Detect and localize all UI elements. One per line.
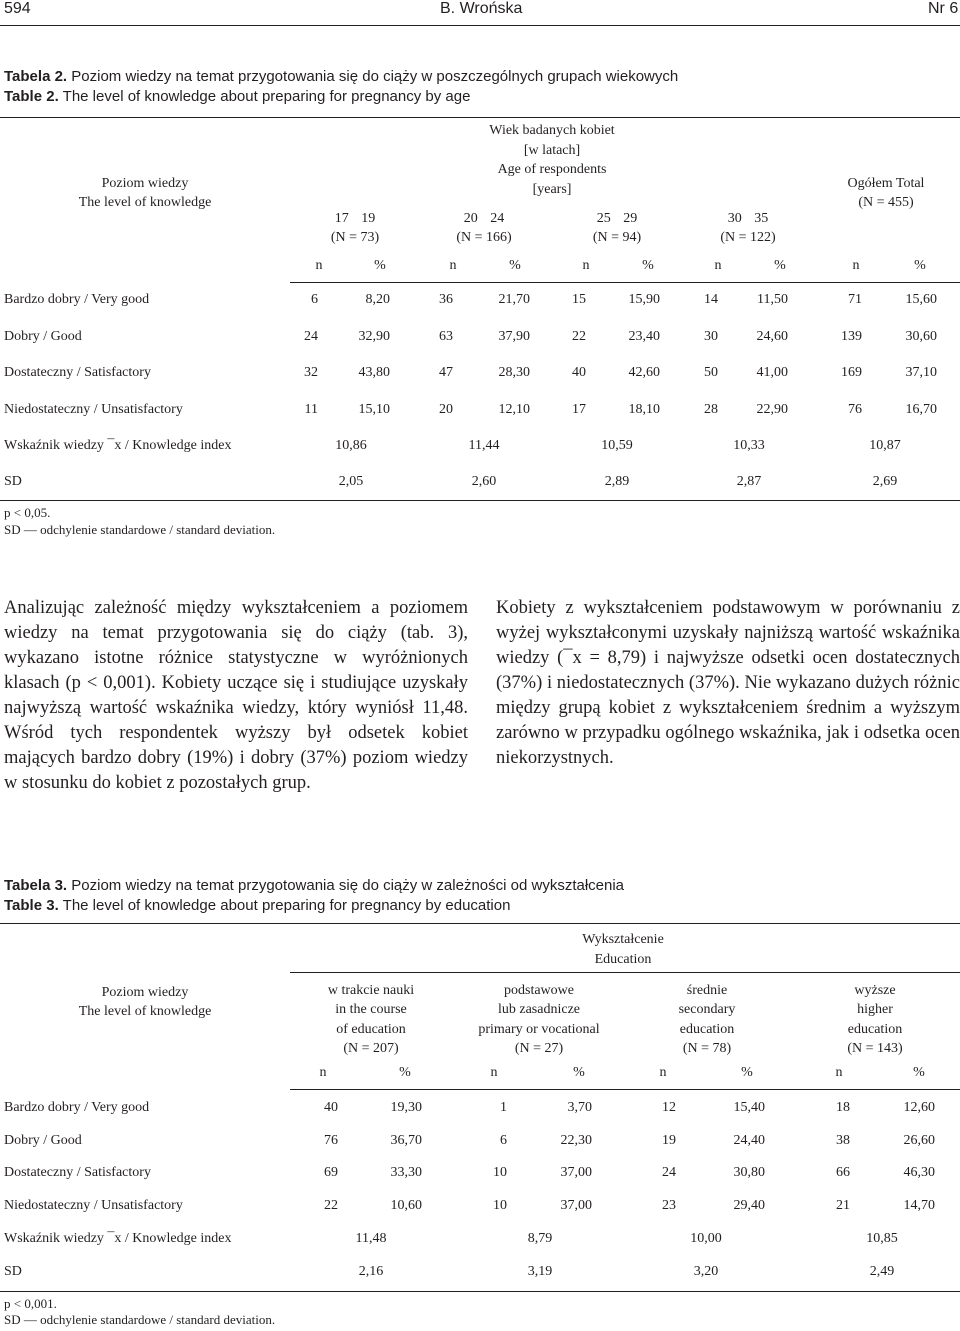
table3-subheader: n bbox=[319, 1065, 327, 1080]
table3-cell-pct: 29,40 bbox=[733, 1198, 765, 1213]
table3-index-value: 10,85 bbox=[866, 1231, 898, 1246]
table3-cell-pct: 37,00 bbox=[560, 1165, 592, 1180]
table2-row-label: Dostateczny / Satisfactory bbox=[4, 365, 151, 380]
header-rule bbox=[0, 25, 960, 26]
table2-caption-pl: Tabela 2. Poziom wiedzy na temat przygotowania się do ciąży w poszczególnych grupach wiekowych bbox=[4, 68, 679, 85]
table3-col-header: education bbox=[679, 1021, 735, 1037]
table2-sd-value: 2,89 bbox=[604, 474, 630, 489]
table3-cell-n: 19 bbox=[662, 1133, 676, 1148]
table3-index-value: 8,79 bbox=[527, 1231, 553, 1246]
table3-col-header: lub zasadnicze bbox=[497, 1002, 580, 1018]
table3-row-label: Dobry / Good bbox=[4, 1133, 82, 1148]
table2-subheader: % bbox=[509, 258, 521, 273]
table3-cell-pct: 36,70 bbox=[390, 1133, 422, 1148]
table3-subheader: n bbox=[835, 1065, 843, 1080]
table3-col-header: in the course bbox=[335, 1002, 407, 1018]
table2-cell-pct: 24,60 bbox=[756, 329, 788, 344]
table3-cell-n: 66 bbox=[836, 1165, 850, 1180]
page-number: 594 bbox=[4, 0, 31, 17]
table3-row-label: Niedostateczny / Unsatisfactory bbox=[4, 1198, 183, 1213]
table3-note: p < 0,001. bbox=[4, 1296, 57, 1311]
table3-cell-pct: 24,40 bbox=[733, 1133, 765, 1148]
table2-cell-n: 71 bbox=[848, 292, 862, 307]
table2-cell-pct: 21,70 bbox=[498, 292, 530, 307]
table2-index-value: 11,44 bbox=[468, 438, 500, 453]
table3-subheader: % bbox=[573, 1065, 585, 1080]
table2-cell-pct: 37,10 bbox=[905, 365, 937, 380]
table2-cell-pct: 37,90 bbox=[498, 329, 530, 344]
body-text-left: Analizując zależność między wykształceniem a poziomem wiedzy na temat przygotowania się do ciąży (tab. 3), wykazano istotne różnice statystyczne w wyróżnionych klasach (p < 0,001). Kobiety uczące się i studiujące uzyskały najwyższą wartość wskaźnika wiedzy, który wyniósł 11,48. Wśród tych respondentek wyższy był odsetek kobiet mających bardzo dobry (19%) i dobry (37%) poziom wiedzy w stosunku do kobiet z pozostałych grup. bbox=[4, 598, 468, 793]
table2-subheader: n bbox=[852, 258, 860, 273]
table3-cell-n: 10 bbox=[493, 1198, 507, 1213]
table3-cell-n: 40 bbox=[324, 1100, 338, 1115]
table3-index-value: 10,00 bbox=[690, 1231, 722, 1246]
table2-total-header-n: (N = 455) bbox=[858, 195, 914, 210]
table2-col-range: 30 35 bbox=[727, 211, 769, 226]
table3-col-header: (N = 143) bbox=[847, 1040, 903, 1056]
table2-cell-pct: 15,60 bbox=[905, 292, 937, 307]
table2-subheader: n bbox=[714, 258, 722, 273]
table2-index-value: 10,87 bbox=[869, 438, 901, 453]
table3-row-label: Bardzo dobry / Very good bbox=[4, 1100, 150, 1115]
table2-cell-n: 32 bbox=[304, 365, 318, 380]
table2-sd-value: 2,05 bbox=[338, 474, 364, 489]
table3-cell-n: 12 bbox=[662, 1100, 676, 1115]
table3-sd-value: 3,19 bbox=[527, 1264, 553, 1279]
table3-col-header: primary or vocational bbox=[478, 1021, 600, 1037]
table2-sd-value: 2,87 bbox=[736, 474, 762, 489]
table3-cell-pct: 14,70 bbox=[903, 1198, 935, 1213]
table2-cell-n: 6 bbox=[311, 292, 318, 307]
body-text-right: Kobiety z wykształceniem podstawowym w porównaniu z wyżej wykształconymi uzyskały najniższą wartość wskaźnika wiedzy (¯x = 8,79) i najwyższe odsetki ocen dostatecznych (37%) i niedostatecznych (37%). Nie wykazano dużych różnic między grupą kobiet z wykształceniem średnim a wyższym zarówno w przypadku ogólnego wskaźnika, jak i odsetka ocen niekorzystnych. bbox=[496, 598, 960, 768]
table3-col-header: secondary bbox=[678, 1002, 736, 1018]
table2-group-header: Age of respondents bbox=[497, 162, 607, 178]
table3-cell-n: 22 bbox=[324, 1198, 338, 1213]
table2-col-n: (N = 94) bbox=[592, 230, 642, 245]
table3-sd-value: 2,49 bbox=[869, 1264, 895, 1279]
table3-sd-value: 3,20 bbox=[693, 1264, 719, 1279]
table3-caption-en: Table 3. The level of knowledge about preparing for pregnancy by education bbox=[4, 897, 511, 914]
table2-note: p < 0,05. bbox=[4, 505, 51, 520]
table2-bottom-rule bbox=[0, 500, 960, 501]
table3-group-rule bbox=[290, 972, 960, 973]
table3-bottom-rule bbox=[0, 1291, 960, 1292]
table2-caption-en: Table 2. The level of knowledge about preparing for pregnancy by age bbox=[4, 88, 471, 105]
table2-top-rule bbox=[0, 117, 960, 118]
table2-cell-pct: 28,30 bbox=[498, 365, 530, 380]
table2-note: SD — odchylenie standardowe / standard deviation. bbox=[4, 522, 276, 537]
table2-cell-n: 17 bbox=[572, 402, 586, 417]
table3-subheader: % bbox=[913, 1065, 925, 1080]
table2-sd-value: 2,69 bbox=[872, 474, 898, 489]
table2-cell-n: 36 bbox=[439, 292, 453, 307]
table2-row-label: Dobry / Good bbox=[4, 329, 82, 344]
table2-cell-n: 11 bbox=[304, 402, 318, 417]
table2-subheader: % bbox=[914, 258, 926, 273]
table2-col-n: (N = 166) bbox=[456, 230, 512, 245]
table2-index-label: Wskaźnik wiedzy ¯x / Knowledge index bbox=[4, 438, 232, 453]
table2-index-value: 10,86 bbox=[335, 438, 367, 453]
table3-col-header: (N = 207) bbox=[343, 1040, 399, 1056]
table2-row-label: Bardzo dobry / Very good bbox=[4, 292, 150, 307]
table3-cell-n: 76 bbox=[324, 1133, 338, 1148]
table3-cell-pct: 10,60 bbox=[390, 1198, 422, 1213]
table2-cell-n: 30 bbox=[704, 329, 718, 344]
table3-col-header: wyższe bbox=[854, 983, 896, 998]
table3-note: SD — odchylenie standardowe / standard deviation. bbox=[4, 1312, 276, 1327]
table2-cell-n: 24 bbox=[304, 329, 318, 344]
table3-cell-pct: 33,30 bbox=[390, 1165, 422, 1180]
table3-cell-n: 24 bbox=[662, 1165, 676, 1180]
table2-subheader: n bbox=[449, 258, 457, 273]
table3-subheader: % bbox=[741, 1065, 753, 1080]
table2-cell-n: 76 bbox=[848, 402, 862, 417]
table3-cell-n: 21 bbox=[836, 1198, 850, 1213]
table3-cell-pct: 15,40 bbox=[733, 1100, 765, 1115]
table3-subheader: n bbox=[490, 1065, 498, 1080]
table2-cell-pct: 42,60 bbox=[628, 365, 660, 380]
table2-index-value: 10,59 bbox=[601, 438, 633, 453]
table2-cell-n: 63 bbox=[439, 329, 453, 344]
table3-cell-n: 6 bbox=[500, 1133, 507, 1148]
table2-index-value: 10,33 bbox=[733, 438, 765, 453]
table2-subheader: % bbox=[642, 258, 654, 273]
table3-group-header: Wykształcenie bbox=[582, 932, 664, 947]
table3-cell-pct: 12,60 bbox=[903, 1100, 935, 1115]
table2-cell-n: 28 bbox=[704, 402, 718, 417]
table3-col-header: higher bbox=[857, 1002, 893, 1018]
table2-cell-n: 15 bbox=[572, 292, 586, 307]
table3-cell-pct: 3,70 bbox=[567, 1100, 592, 1115]
table2-col-range: 17 19 bbox=[334, 211, 376, 226]
table2-col-range: 20 24 bbox=[463, 211, 505, 226]
table2-sd-value: 2,60 bbox=[471, 474, 497, 489]
table2-subheader: % bbox=[374, 258, 386, 273]
table2-group-header: Wiek badanych kobiet bbox=[489, 123, 615, 138]
table3-cell-n: 1 bbox=[500, 1100, 507, 1115]
table3-subheader-rule bbox=[290, 1089, 960, 1090]
table2-group-header: [w latach] bbox=[523, 142, 581, 158]
table2-cell-pct: 22,90 bbox=[756, 402, 788, 417]
table3-subheader: n bbox=[659, 1065, 667, 1080]
table3-col-header: (N = 78) bbox=[682, 1040, 732, 1056]
table2-cell-pct: 12,10 bbox=[498, 402, 530, 417]
table3-row-header-en: The level of knowledge bbox=[78, 1004, 212, 1019]
table3-cell-pct: 37,00 bbox=[560, 1198, 592, 1213]
table2-sd-label: SD bbox=[4, 474, 22, 489]
table2-cell-pct: 18,10 bbox=[628, 402, 660, 417]
table3-subheader: % bbox=[399, 1065, 411, 1080]
table2-cell-pct: 32,90 bbox=[358, 329, 390, 344]
table2-cell-n: 50 bbox=[704, 365, 718, 380]
table2-row-header-en: The level of knowledge bbox=[78, 195, 212, 210]
table3-index-value: 11,48 bbox=[355, 1231, 387, 1246]
table3-col-header: education bbox=[847, 1021, 903, 1037]
table3-col-header: (N = 27) bbox=[514, 1040, 564, 1056]
table2-subheader: n bbox=[582, 258, 590, 273]
table2-col-n: (N = 122) bbox=[720, 230, 776, 245]
table2-cell-n: 139 bbox=[841, 329, 862, 344]
table3-top-rule bbox=[0, 923, 960, 924]
table2-cell-n: 22 bbox=[572, 329, 586, 344]
table2-cell-n: 20 bbox=[439, 402, 453, 417]
table2-subheader: n bbox=[315, 258, 323, 273]
table3-sd-value: 2,16 bbox=[358, 1264, 384, 1279]
table2-subheader: % bbox=[774, 258, 786, 273]
table2-subheader-rule bbox=[290, 282, 960, 283]
table2-cell-pct: 15,90 bbox=[628, 292, 660, 307]
table2-cell-pct: 30,60 bbox=[905, 329, 937, 344]
issue-number: Nr 6 bbox=[928, 0, 959, 17]
table3-row-label: Dostateczny / Satisfactory bbox=[4, 1165, 151, 1180]
table2-cell-pct: 15,10 bbox=[358, 402, 390, 417]
table3-cell-pct: 22,30 bbox=[560, 1133, 592, 1148]
table3-index-label: Wskaźnik wiedzy ¯x / Knowledge index bbox=[4, 1231, 232, 1246]
table3-cell-n: 38 bbox=[836, 1133, 850, 1148]
table3-caption-pl: Tabela 3. Poziom wiedzy na temat przygotowania się do ciąży w zależności od wykształcenia bbox=[4, 877, 625, 894]
table2-cell-n: 169 bbox=[841, 365, 862, 380]
table3-sd-label: SD bbox=[4, 1264, 22, 1279]
table3-group-header: Education bbox=[594, 951, 652, 967]
table3-cell-n: 23 bbox=[662, 1198, 676, 1213]
table2-cell-pct: 23,40 bbox=[628, 329, 660, 344]
table2-group-header: [years] bbox=[532, 182, 572, 198]
table2-row-label: Niedostateczny / Unsatisfactory bbox=[4, 402, 183, 417]
table3-cell-pct: 46,30 bbox=[903, 1165, 935, 1180]
table2-col-n: (N = 73) bbox=[330, 230, 380, 245]
table3-col-header: podstawowe bbox=[504, 983, 574, 998]
table2-cell-pct: 16,70 bbox=[905, 402, 937, 417]
table3-cell-pct: 26,60 bbox=[903, 1133, 935, 1148]
table2-total-header: Ogółem Total bbox=[847, 176, 925, 191]
table3-cell-pct: 30,80 bbox=[733, 1165, 765, 1180]
table2-cell-n: 14 bbox=[704, 292, 718, 307]
table3-cell-n: 69 bbox=[324, 1165, 338, 1180]
table2-col-range: 25 29 bbox=[596, 211, 638, 226]
table3-cell-n: 18 bbox=[836, 1100, 850, 1115]
table2-cell-pct: 8,20 bbox=[365, 292, 390, 307]
running-author: B. Wrońska bbox=[440, 0, 523, 17]
table3-cell-pct: 19,30 bbox=[390, 1100, 422, 1115]
table2-row-header: Poziom wiedzy bbox=[101, 176, 189, 191]
table2-cell-pct: 43,80 bbox=[358, 365, 390, 380]
table2-cell-n: 40 bbox=[572, 365, 586, 380]
table3-col-header: średnie bbox=[686, 983, 728, 998]
table3-col-header: of education bbox=[336, 1021, 406, 1037]
table3-col-header: w trakcie nauki bbox=[327, 983, 415, 998]
table2-cell-pct: 11,50 bbox=[757, 292, 788, 307]
table3-cell-n: 10 bbox=[493, 1165, 507, 1180]
table2-cell-n: 47 bbox=[439, 365, 453, 380]
table2-cell-pct: 41,00 bbox=[756, 365, 788, 380]
table3-row-header: Poziom wiedzy bbox=[101, 985, 189, 1000]
